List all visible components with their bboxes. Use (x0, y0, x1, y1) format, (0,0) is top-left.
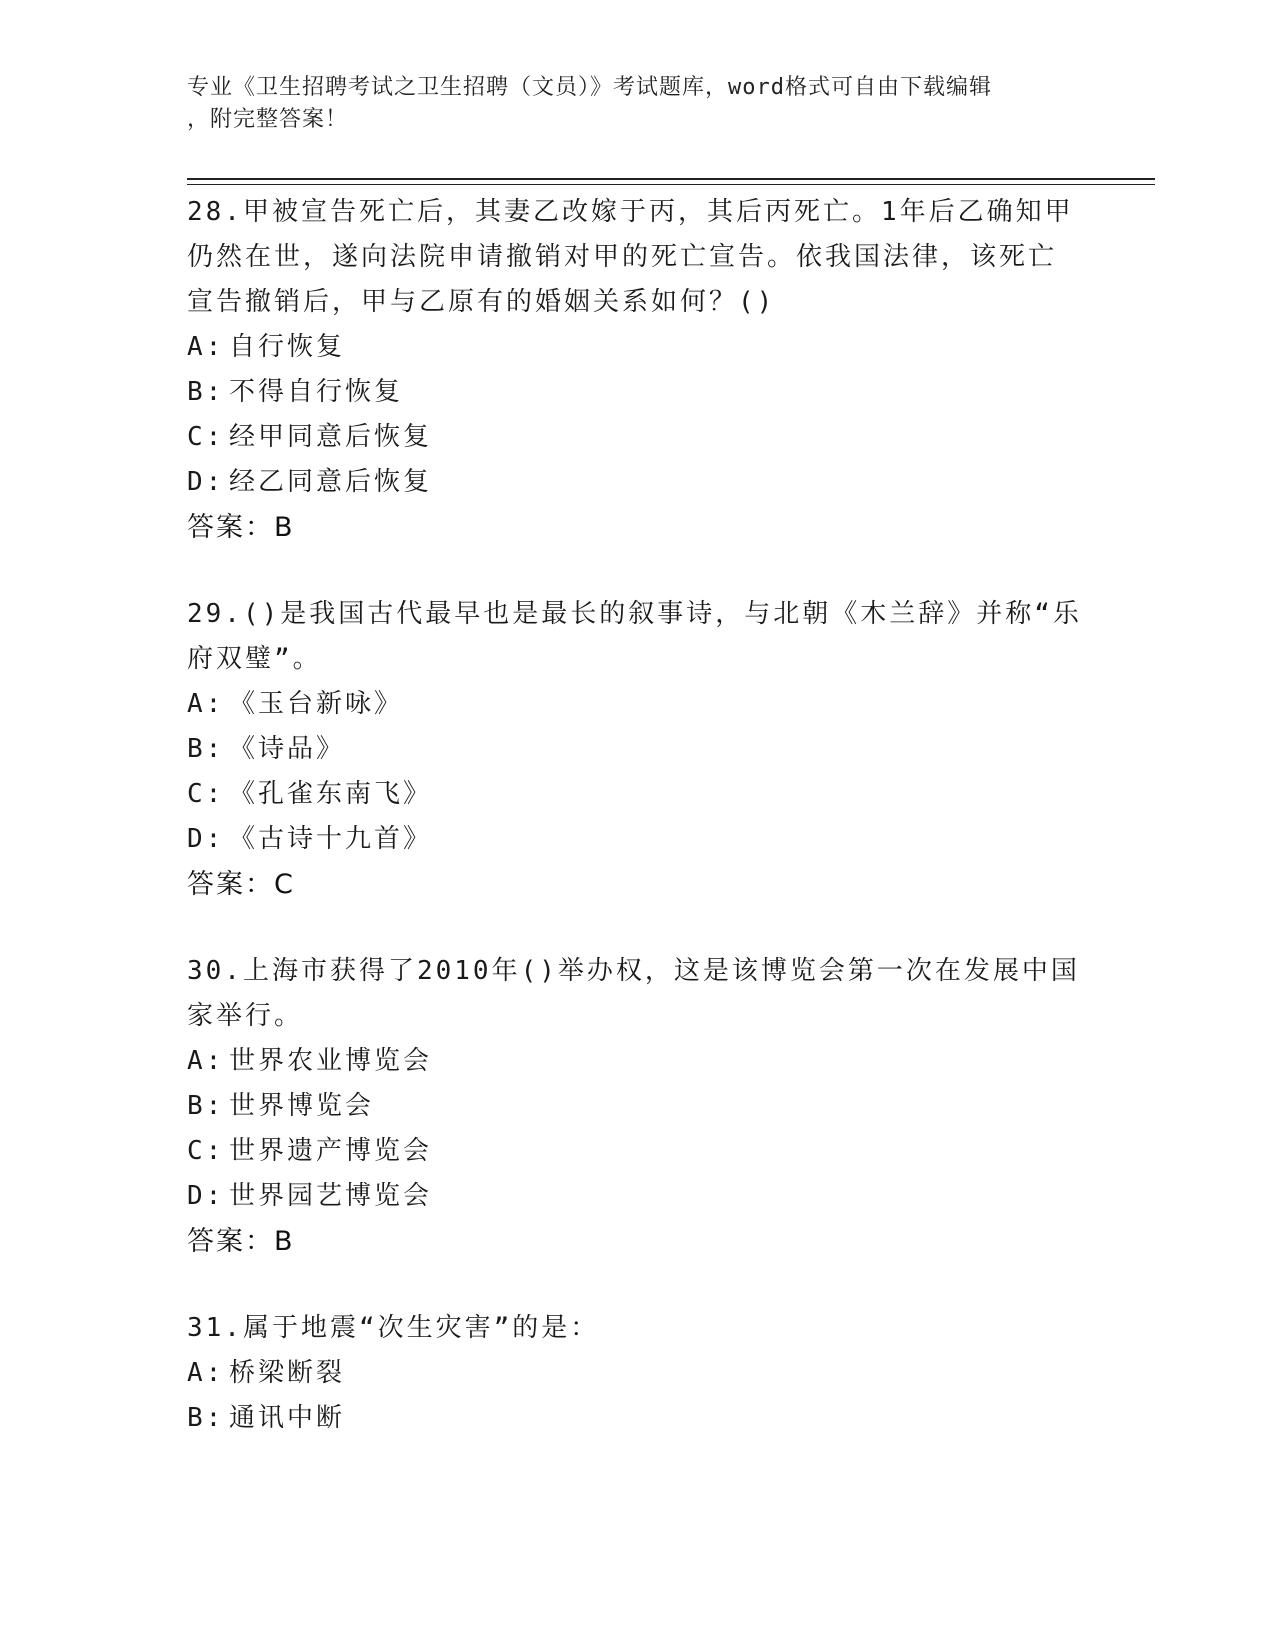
option-b (187, 370, 1087, 415)
question-28 (187, 190, 1087, 550)
option-text: 自行恢复 (229, 332, 346, 362)
option-letter: D: (187, 824, 225, 854)
option-text: 世界遗产博览会 (229, 1136, 433, 1166)
question-text-line: 30.上海市获得了2010年()举办权，这是该博览会第一次在发展中国 (187, 956, 1080, 986)
option-a (187, 1351, 1087, 1396)
question-29 (187, 592, 1087, 907)
option-text: 世界农业博览会 (229, 1046, 433, 1076)
question-text-line: 29.()是我国古代最早也是最长的叙事诗，与北朝《木兰辞》并称“乐 (187, 599, 1082, 629)
option-letter: C: (187, 779, 225, 809)
option-d (187, 817, 1087, 862)
option-letter: A: (187, 1046, 225, 1076)
option-a (187, 325, 1087, 370)
option-b (187, 727, 1087, 772)
option-text: 经甲同意后恢复 (229, 422, 433, 452)
question-text-line: 家举行。 (187, 1001, 304, 1031)
option-letter: B: (187, 1091, 225, 1121)
header-divider-thin (187, 184, 1155, 185)
option-text: 《玉台新咏》 (229, 689, 404, 719)
option-d (187, 460, 1087, 505)
answer-line: 答案：C (187, 869, 295, 900)
document-header (187, 72, 1087, 136)
option-c (187, 772, 1087, 817)
header-line-1: 专业《卫生招聘考试之卫生招聘（文员）》考试题库，word格式可自由下载编辑 (187, 75, 992, 100)
option-letter: B: (187, 734, 225, 764)
question-text-line: 宣告撤销后，甲与乙原有的婚姻关系如何？() (187, 287, 776, 317)
option-text: 《孔雀东南飞》 (229, 779, 433, 809)
option-b (187, 1396, 1087, 1441)
question-text-line: 31.属于地震“次生灾害”的是： (187, 1313, 600, 1343)
option-letter: B: (187, 377, 225, 407)
option-letter: B: (187, 1403, 225, 1433)
option-letter: D: (187, 1181, 225, 1211)
option-d (187, 1174, 1087, 1219)
option-a (187, 1039, 1087, 1084)
question-text-line: 仍然在世，遂向法院申请撤销对甲的死亡宣告。依我国法律，该死亡 (187, 242, 1058, 272)
answer-line: 答案：B (187, 512, 295, 543)
question-text-line: 28.甲被宣告死亡后，其妻乙改嫁于丙，其后丙死亡。1年后乙确知甲 (187, 197, 1074, 227)
option-letter: A: (187, 1358, 225, 1388)
option-letter: C: (187, 422, 225, 452)
question-30 (187, 949, 1087, 1264)
option-letter: A: (187, 332, 225, 362)
option-c (187, 415, 1087, 460)
option-text: 经乙同意后恢复 (229, 467, 433, 497)
option-c (187, 1129, 1087, 1174)
option-b (187, 1084, 1087, 1129)
answer-line: 答案：B (187, 1226, 295, 1257)
question-text-line: 府双璧”。 (187, 644, 322, 674)
option-text: 桥梁断裂 (229, 1358, 346, 1388)
option-letter: C: (187, 1136, 225, 1166)
question-list (187, 190, 1087, 1483)
header-line-2: ，附完整答案！ (187, 107, 349, 132)
header-divider-thick (187, 178, 1155, 180)
option-text: 世界博览会 (229, 1091, 375, 1121)
option-text: 不得自行恢复 (229, 377, 404, 407)
option-text: 《诗品》 (229, 734, 346, 764)
option-text: 《古诗十九首》 (229, 824, 433, 854)
option-text: 世界园艺博览会 (229, 1181, 433, 1211)
option-letter: A: (187, 689, 225, 719)
option-letter: D: (187, 467, 225, 497)
option-a (187, 682, 1087, 727)
option-text: 通讯中断 (229, 1403, 346, 1433)
question-31 (187, 1306, 1087, 1441)
